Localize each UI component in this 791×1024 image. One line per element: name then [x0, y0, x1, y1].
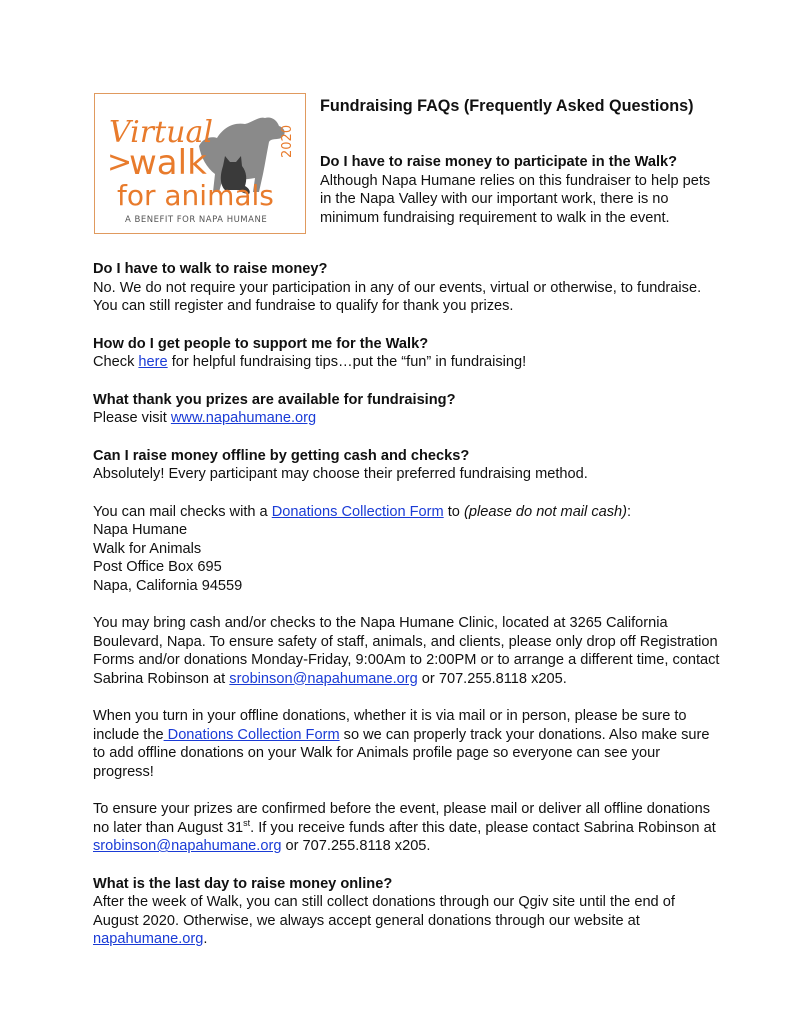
- email-link[interactable]: srobinson@napahumane.org: [93, 838, 282, 854]
- logo-walk-text: walk: [129, 143, 207, 183]
- napahumane-website-link[interactable]: www.napahumane.org: [170, 410, 317, 426]
- faq-answer: No. We do not require your participation in any of our events, virtual or otherwise, to fundraise. You can still register and fundraise to qualify for thank you prizes.: [93, 279, 702, 314]
- address-line: Napa, California 94559: [93, 577, 243, 594]
- faq-answer: Absolutely! Every participant may choose their preferred fundraising method.: [93, 466, 588, 482]
- faq-question: What thank you prizes are available for fundraising?: [93, 391, 456, 408]
- faq-question: What is the last day to raise money online?: [93, 875, 393, 892]
- turn-in-instructions: [93, 707, 723, 781]
- donations-collection-form-link[interactable]: Donations Collection Form: [271, 503, 444, 520]
- deadline-instructions: [93, 800, 723, 856]
- faq-offline: [93, 447, 723, 484]
- faq-participate: [320, 153, 715, 227]
- answer-text: Please visit: [93, 410, 171, 426]
- faq-answer: [93, 409, 723, 428]
- deadline-section: [93, 800, 723, 856]
- answer-text: :: [627, 503, 632, 520]
- logo-graphic: [95, 94, 305, 233]
- faq-answer: [93, 893, 723, 949]
- answer-text: or 707.255.8118 x205.: [281, 838, 431, 854]
- answer-text: When you turn in your offline donations, whether it is via mail or in person, please be sure to include the: [93, 708, 687, 743]
- answer-text: You may bring cash and/or checks to the Napa Humane Clinic, located at 3265 California Boulevard, Napa. To ensure safety of staff, animals, and clients, please only drop off Registration Forms and/or donations Monday-Friday, 9:00Am to 2:00PM or to arrange a different time, contact Sabrina Robinson at: [93, 615, 720, 687]
- logo-year-text: 2020: [280, 124, 295, 158]
- logo-for-animals-text: for animals: [117, 179, 274, 212]
- faq-walk-to-raise: [93, 260, 723, 316]
- answer-text: . If you receive funds after this date, please contact Sabrina Robinson at: [250, 819, 716, 836]
- logo-tagline-text: A BENEFIT FOR NAPA HUMANE: [125, 215, 268, 225]
- faq-question: Do I have to walk to raise money?: [93, 261, 328, 277]
- answer-text: to: [443, 503, 464, 520]
- address-line: Napa Humane: [93, 522, 188, 538]
- ordinal-suffix: st: [243, 817, 251, 828]
- tips-link[interactable]: here: [138, 354, 168, 370]
- answer-text: so we can properly track your donations. Also make sure to add offline donations on your Walk for Animals profile page so everyone can see your progress!: [93, 726, 710, 780]
- turn-in-section: [93, 707, 723, 781]
- page-title: Fundraising FAQs (Frequently Asked Questions): [320, 97, 694, 115]
- answer-text: After the week of Walk, you can still collect donations through our Qgiv site until the end of August 2020. Otherwise, we always accept general donations through our website at: [93, 894, 675, 929]
- faq-question: Can I raise money offline by getting cash and checks?: [93, 447, 470, 464]
- logo-virtual-text: Virtual: [109, 115, 213, 150]
- logo-chevron-icon: >: [107, 145, 133, 180]
- bring-cash-section: [93, 614, 723, 688]
- answer-text: To ensure your prizes are confirmed before the event, please mail or deliver all offline donations no later than August 31: [93, 801, 711, 836]
- faq-prizes: [93, 391, 723, 428]
- faq-answer: [93, 353, 723, 372]
- mail-checks-section: [93, 503, 723, 596]
- faq-last-day: [93, 875, 723, 949]
- donations-collection-form-link[interactable]: Donations Collection Form: [163, 726, 340, 743]
- address-line: Walk for Animals: [93, 540, 202, 557]
- address-line: Post Office Box 695: [93, 559, 222, 575]
- walk-for-animals-logo: [94, 93, 306, 234]
- faq-answer: Although Napa Humane relies on this fundraiser to help pets in the Napa Valley with our important work, there is no minimum fundraising requirement to walk in the event.: [320, 172, 711, 226]
- email-link[interactable]: srobinson@napahumane.org: [229, 670, 418, 687]
- mail-instructions: [93, 503, 723, 522]
- answer-text: for helpful fundraising tips…put the “fun” in fundraising!: [167, 354, 527, 370]
- answer-text: You can mail checks with a: [93, 503, 272, 520]
- mail-note: (please do not mail cash): [463, 503, 628, 520]
- napahumane-link[interactable]: napahumane.org: [93, 931, 204, 947]
- answer-text: Check: [93, 354, 139, 370]
- faq-list: [93, 260, 723, 968]
- faq-question: Do I have to raise money to participate in the Walk?: [320, 154, 678, 170]
- mailing-address: [93, 521, 723, 595]
- answer-text: or 707.255.8118 x205.: [417, 670, 567, 687]
- answer-text: .: [203, 931, 208, 947]
- bring-instructions: [93, 614, 723, 688]
- faq-question: How do I get people to support me for the Walk?: [93, 335, 429, 352]
- faq-get-support: [93, 335, 723, 372]
